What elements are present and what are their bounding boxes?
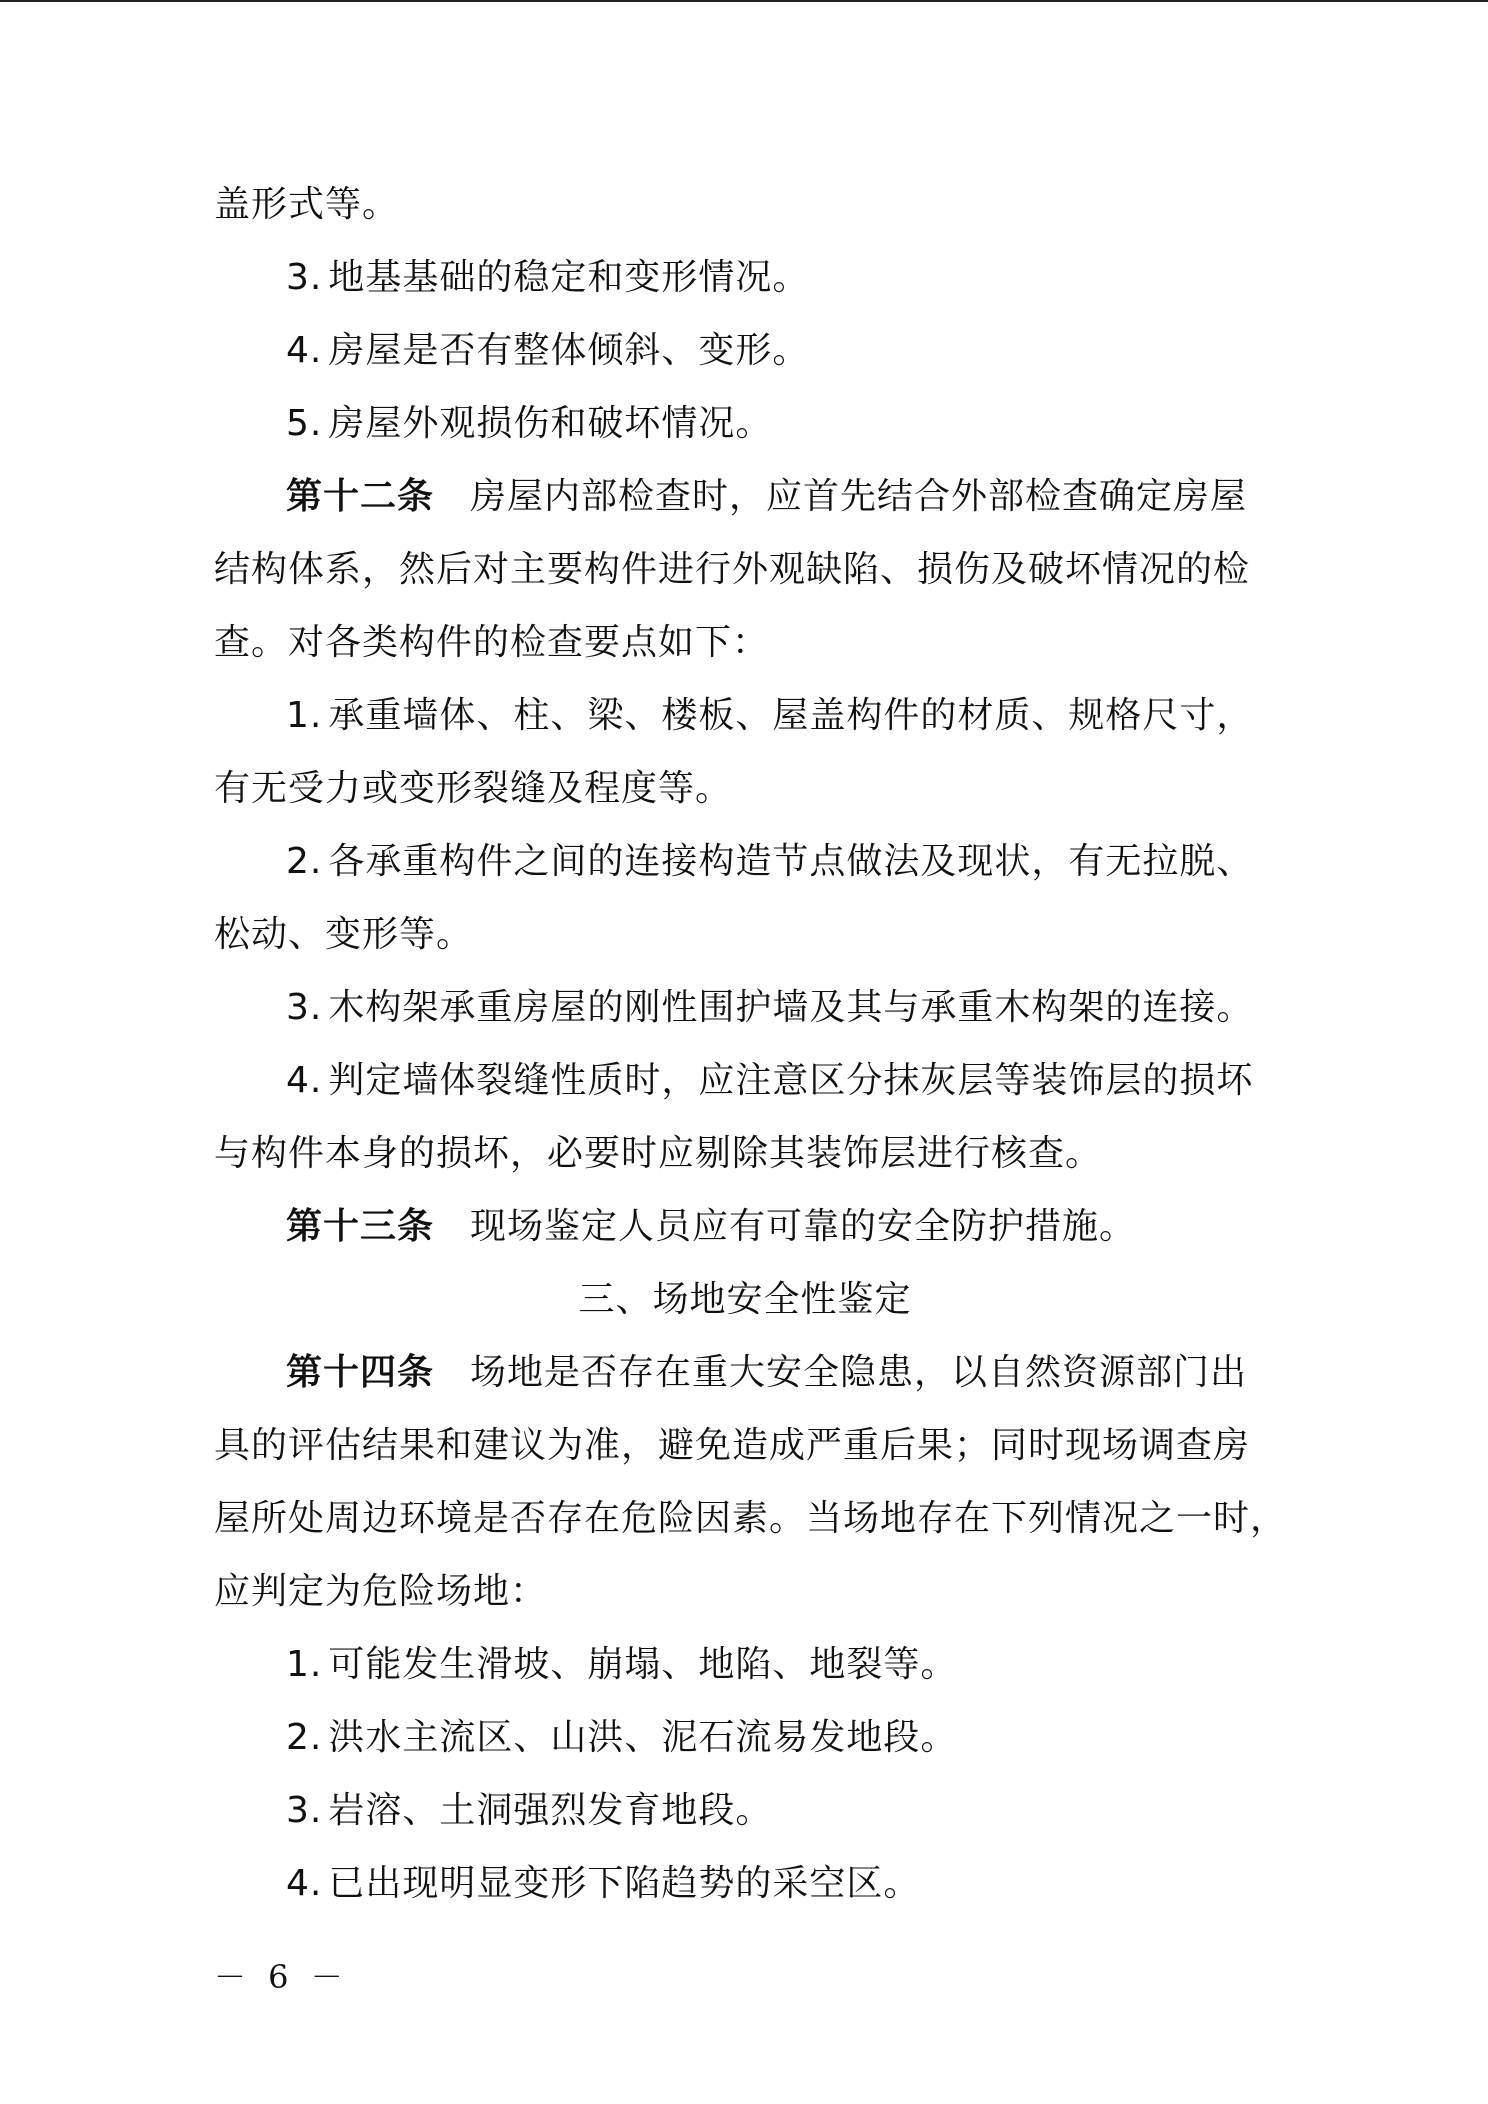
line-text: 洪水主流区、山洪、泥石流易发地段。 xyxy=(328,1717,958,1758)
article-14 xyxy=(214,1336,1276,1409)
text-line xyxy=(214,606,1276,679)
item-number: 2. xyxy=(286,1717,323,1758)
item-number: 3. xyxy=(286,987,323,1028)
line-text: 盖形式等。 xyxy=(214,184,400,225)
line-text: 房屋内部检查时，应首先结合外部检查确定房屋 xyxy=(470,476,1248,517)
text-line xyxy=(214,168,1276,241)
line-text: 现场鉴定人员应有可靠的安全防护措施。 xyxy=(470,1206,1137,1247)
item-number: 1. xyxy=(286,1644,323,1685)
list-item xyxy=(214,1628,1276,1701)
top-border xyxy=(0,0,1488,2)
line-text: 有无受力或变形裂缝及程度等。 xyxy=(214,768,733,809)
document-body xyxy=(214,168,1288,1920)
line-text: 应判定为危险场地： xyxy=(214,1571,548,1612)
article-label: 第十三条 xyxy=(286,1206,435,1247)
item-number: 1. xyxy=(286,695,323,736)
text-line xyxy=(214,752,1276,825)
line-text: 结构体系，然后对主要构件进行外观缺陷、损伤及破坏情况的检 xyxy=(214,549,1251,590)
article-13 xyxy=(214,1190,1276,1263)
line-text: 可能发生滑坡、崩塌、地陷、地裂等。 xyxy=(328,1644,958,1685)
text-line xyxy=(214,1555,1276,1628)
line-text: 判定墙体裂缝性质时，应注意区分抹灰层等装饰层的损坏 xyxy=(328,1060,1254,1101)
item-number: 5. xyxy=(286,403,323,444)
list-item xyxy=(214,387,1276,460)
list-item xyxy=(214,1044,1276,1117)
article-label: 第十四条 xyxy=(286,1352,435,1393)
item-number: 3. xyxy=(286,257,323,298)
item-number: 2. xyxy=(286,841,323,882)
page-number: － 6 － xyxy=(214,1958,349,1996)
item-number: 4. xyxy=(286,1863,323,1904)
article-12 xyxy=(214,460,1276,533)
line-text: 房屋是否有整体倾斜、变形。 xyxy=(328,330,810,371)
list-item xyxy=(214,825,1276,898)
line-text: 岩溶、土洞强烈发育地段。 xyxy=(328,1790,773,1831)
list-item xyxy=(214,971,1276,1044)
line-text: 查。对各类构件的检查要点如下： xyxy=(214,622,770,663)
text-line xyxy=(214,1117,1276,1190)
text-line xyxy=(214,1482,1288,1555)
line-text: 屋所处周边环境是否存在危险因素。当场地存在下列情况之一时， xyxy=(214,1498,1288,1539)
line-text: 具的评估结果和建议为准，避免造成严重后果；同时现场调查房 xyxy=(214,1425,1251,1466)
section-heading xyxy=(214,1263,1276,1336)
list-item xyxy=(214,1701,1276,1774)
item-number: 4. xyxy=(286,1060,323,1101)
list-item xyxy=(214,241,1276,314)
list-item xyxy=(214,1847,1276,1920)
text-line xyxy=(214,533,1276,606)
line-text: 地基基础的稳定和变形情况。 xyxy=(328,257,810,298)
line-text: 房屋外观损伤和破坏情况。 xyxy=(328,403,773,444)
line-text: 木构架承重房屋的刚性围护墙及其与承重木构架的连接。 xyxy=(328,987,1254,1028)
text-line xyxy=(214,898,1276,971)
line-text: 场地是否存在重大安全隐患，以自然资源部门出 xyxy=(470,1352,1248,1393)
item-number: 4. xyxy=(286,330,323,371)
heading-text: 三、场地安全性鉴定 xyxy=(578,1279,912,1320)
line-text: 已出现明显变形下陷趋势的采空区。 xyxy=(328,1863,921,1904)
line-text: 与构件本身的损坏，必要时应剔除其装饰层进行核查。 xyxy=(214,1133,1103,1174)
list-item xyxy=(214,314,1276,387)
text-line xyxy=(214,1409,1276,1482)
item-number: 3. xyxy=(286,1790,323,1831)
line-text: 各承重构件之间的连接构造节点做法及现状，有无拉脱、 xyxy=(328,841,1254,882)
list-item xyxy=(214,679,1276,752)
list-item xyxy=(214,1774,1276,1847)
line-text: 承重墙体、柱、梁、楼板、屋盖构件的材质、规格尺寸， xyxy=(328,695,1254,736)
article-label: 第十二条 xyxy=(286,476,435,517)
line-text: 松动、变形等。 xyxy=(214,914,474,955)
